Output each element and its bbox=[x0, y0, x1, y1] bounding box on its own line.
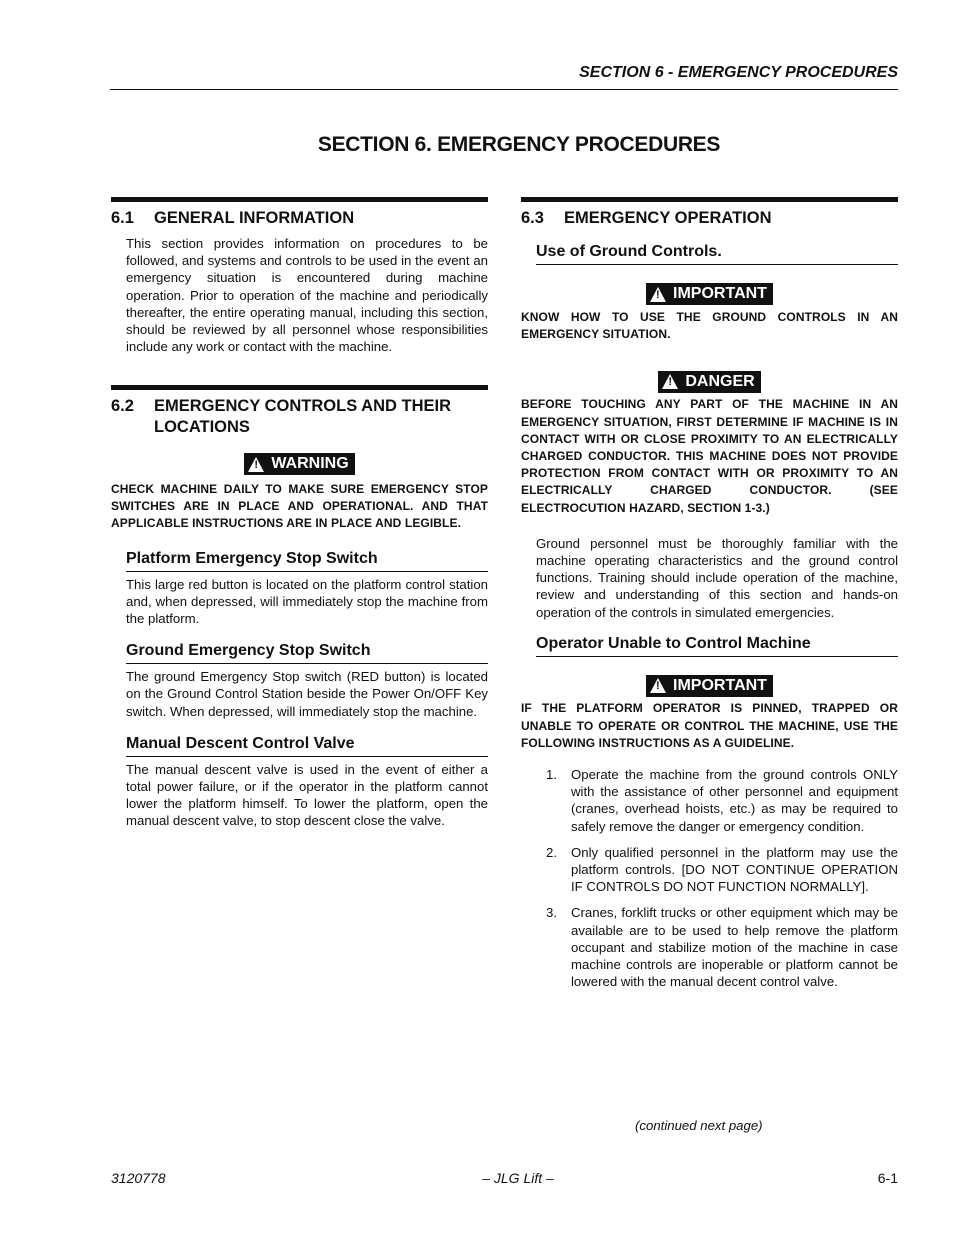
section-title: GENERAL INFORMATION bbox=[154, 209, 355, 227]
section-title: EMERGENCY OPERATION bbox=[564, 209, 772, 227]
descent-valve-text: The manual descent valve is used in the event of either a total power failure, or if the operator in the platform cannot lower the platform himself. To lower the platform, open the manual descent valve, to stop descent close the valve. bbox=[126, 761, 488, 829]
header-rule bbox=[110, 89, 898, 90]
danger-label: DANGER bbox=[685, 372, 755, 390]
warning-triangle-icon bbox=[650, 678, 666, 693]
section-bar bbox=[521, 197, 898, 202]
list-item-text: Cranes, forklift trucks or other equipment which may be available are to be used to help remove the platform occupant and stabilize motion of the machine in case machine controls are inoperable or platform cannot be lowered with the manual decent control valve. bbox=[571, 905, 898, 990]
platform-stop-text: This large red button is located on the platform control station and, when depressed, will immediately stop the machine from the platform. bbox=[126, 576, 488, 626]
section-title: EMERGENCY CONTROLS AND THEIR LOCATIONS bbox=[154, 397, 452, 437]
list-item bbox=[521, 904, 898, 990]
warning-badge-wrap bbox=[111, 453, 488, 477]
ground-stop-heading: Ground Emergency Stop Switch bbox=[126, 642, 488, 664]
warning-triangle-icon bbox=[662, 374, 678, 389]
section-bar bbox=[111, 197, 488, 202]
danger-badge-wrap bbox=[521, 371, 898, 395]
page-title: SECTION 6. EMERGENCY PROCEDURES bbox=[317, 133, 721, 156]
operator-unable-heading: Operator Unable to Control Machine bbox=[536, 635, 898, 657]
list-item-text: Only qualified personnel in the platform may use the platform controls. [DO NOT CONTINUE OPERATION IF CONTROLS DO NOT FUNCTION NORMALLY]. bbox=[571, 844, 898, 895]
important-badge-wrap bbox=[521, 283, 898, 307]
warning-badge bbox=[244, 453, 354, 475]
continued-note: (continued next page) bbox=[635, 1118, 763, 1133]
important-text-1: KNOW HOW TO USE THE GROUND CONTROLS IN AN EMERGENCY SITUATION. bbox=[521, 309, 898, 341]
list-item-number: 1. bbox=[546, 766, 557, 782]
list-item-number: 3. bbox=[546, 905, 557, 921]
important-badge bbox=[646, 283, 773, 305]
footer-doc-number: 3120778 bbox=[111, 1170, 166, 1186]
important-badge bbox=[646, 675, 773, 697]
ground-controls-heading: Use of Ground Controls. bbox=[536, 243, 898, 265]
ground-stop-text: The ground Emergency Stop switch (RED button) is located on the Ground Control Station beside the Power On/OFF Key switch. When depressed, will immediately stop the machine. bbox=[126, 669, 488, 719]
section-6-3-heading bbox=[521, 208, 898, 229]
important-label: IMPORTANT bbox=[673, 285, 767, 302]
important-label: IMPORTANT bbox=[673, 676, 767, 694]
running-header: SECTION 6 - EMERGENCY PROCEDURES bbox=[579, 64, 898, 81]
list-item-text: Operate the machine from the ground controls ONLY with the assistance of other personnel and equipment (cranes, overhead hoists, etc.) as may be required to safely remove the danger or emergency condition. bbox=[571, 766, 898, 834]
section-number: 6.1 bbox=[111, 209, 134, 227]
right-column bbox=[521, 197, 898, 999]
section-number: 6.2 bbox=[111, 397, 134, 416]
important-text-2: IF THE PLATFORM OPERATOR IS PINNED, TRAPPED OR UNABLE TO OPERATE OR CONTROL THE MACHINE, USE THE FOLLOWING INSTRUCTIONS AS A GUIDELINE. bbox=[521, 701, 898, 750]
section-6-2-heading bbox=[111, 396, 488, 438]
left-column bbox=[111, 197, 488, 830]
list-item bbox=[521, 766, 898, 835]
footer-center: – JLG Lift – bbox=[482, 1170, 554, 1186]
general-information-text: This section provides information on procedures to be followed, and systems and controls to be used in the event an emergency situation is encountered during machine operation. Prior to operation of the machine and periodically thereafter, the entire operating manual, including this section, should be reviewed by all personnel whose responsibilities include any work or contact with the machine. bbox=[126, 236, 488, 355]
warning-triangle-icon bbox=[650, 287, 666, 302]
warning-text: CHECK MACHINE DAILY TO MAKE SURE EMERGENCY STOP SWITCHES ARE IN PLACE AND OPERATIONAL. AND THAT APPLICABLE INSTRUCTIONS ARE IN PLACE AND LEGIBLE. bbox=[111, 481, 488, 531]
section-bar bbox=[111, 385, 488, 390]
platform-stop-heading: Platform Emergency Stop Switch bbox=[126, 550, 488, 572]
descent-valve-heading: Manual Descent Control Valve bbox=[126, 735, 488, 757]
danger-badge bbox=[658, 371, 760, 393]
ground-personnel-text: Ground personnel must be thoroughly familiar with the machine operating characteristics and the ground control functions. Training should include operation of the machine, review and understanding of this section and hands-on operation of the controls in simulated emergencies. bbox=[536, 535, 898, 620]
footer-page-number: 6-1 bbox=[877, 1170, 898, 1186]
list-item bbox=[521, 844, 898, 896]
warning-triangle-icon bbox=[248, 457, 264, 472]
danger-text: BEFORE TOUCHING ANY PART OF THE MACHINE IN AN EMERGENCY SITUATION, FIRST DETERMINE IF MACHINE IS IN CONTACT WITH OR CLOSE PROXIMITY TO AN ELECTRICALLY CHARGED CONDUCTOR. THIS MACHINE DOES NOT PROVIDE PROTECTION FROM CONTACT WITH OR PROXIMITY TO AN ELECTRICALLY CHARGED CONDUCTOR. (SEE ELECTROCUTION HAZARD, SECTION 1-3.) bbox=[521, 397, 898, 515]
important-badge-wrap bbox=[521, 675, 898, 699]
list-item-number: 2. bbox=[546, 844, 557, 860]
warning-label: WARNING bbox=[271, 455, 349, 473]
section-6-1-heading bbox=[111, 208, 488, 229]
section-number: 6.3 bbox=[521, 209, 544, 227]
instruction-list bbox=[521, 766, 898, 990]
